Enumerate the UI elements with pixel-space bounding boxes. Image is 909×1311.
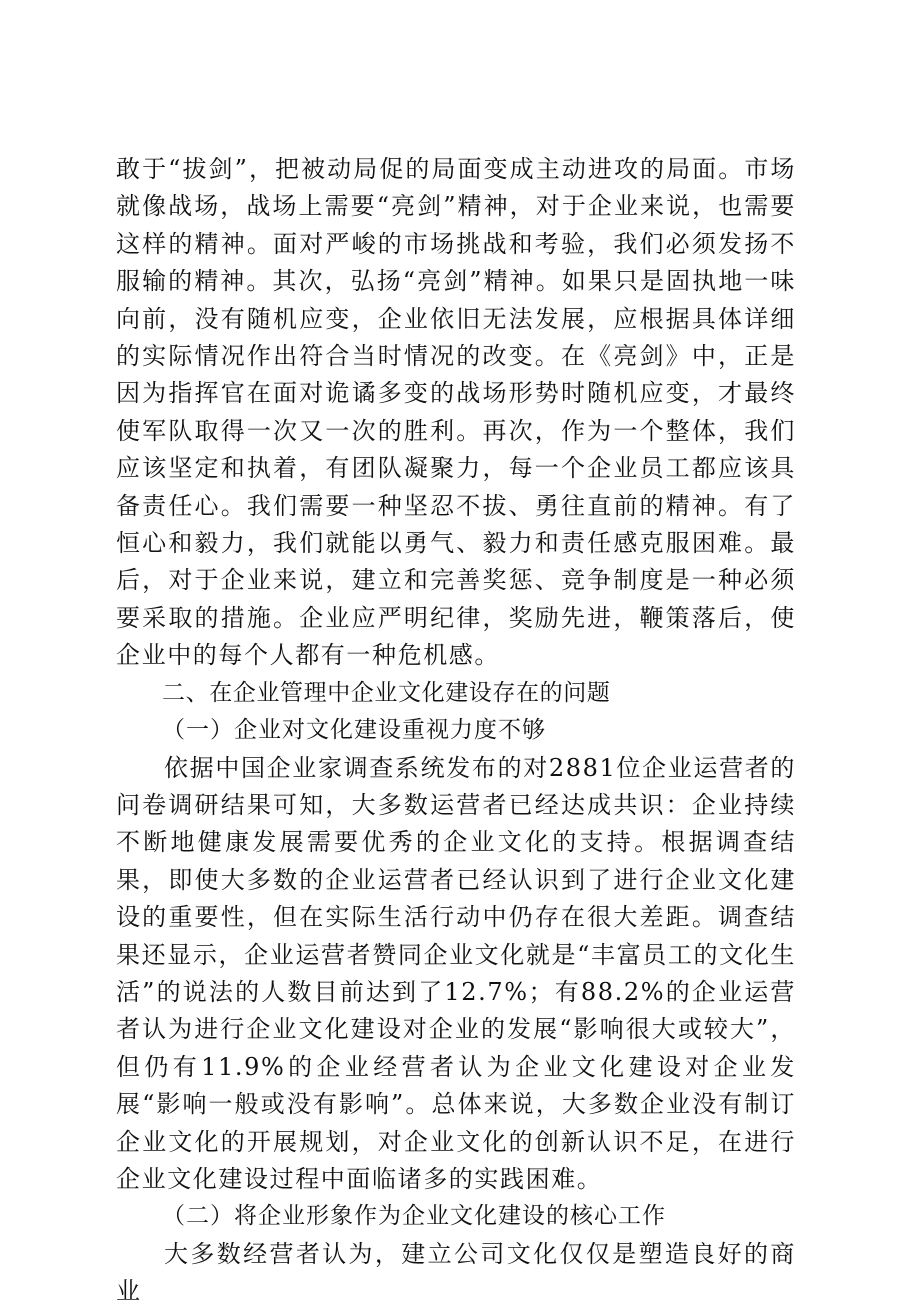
body-paragraph-1: 敢于“拔剑”，把被动局促的局面变成主动进攻的局面。市场就像战场，战场上需要“亮剑”精神，对于企业来说，也需要这样的精神。面对严峻的市场挑战和考验，我们必须发扬不服输的精神。其次，弘扬“亮剑”精神。如果只是固执地一味向前，没有随机应变，企业依旧无法发展，应根据具体详细的实际情况作出符合当时情况的改变。在《亮剑》中，正是因为指挥官在面对诡谲多变的战场形势时随机应变，才最终使军队取得一次又一次的胜利。再次，作为一个整体，我们应该坚定和执着，有团队凝聚力，每一个企业员工都应该具备责任心。我们需要一种坚忍不拔、勇往直前的精神。有了恒心和毅力，我们就能以勇气、毅力和责任感克服困难。最后，对于企业来说，建立和完善奖惩、竞争制度是一种必须要采取的措施。企业应严明纪律，奖励先进，鞭策落后，使企业中的每个人都有一种危机感。 bbox=[116, 155, 796, 670]
document-page bbox=[116, 151, 796, 1311]
body-paragraph-2: 依据中国企业家调查系统发布的对2881位企业运营者的问卷调研结果可知，大多数运营者已经达成共识：企业持续不断地健康发展需要优秀的企业文化的支持。根据调查结果，即使大多数的企业运营者已经认识到了进行企业文化建设的重要性，但在实际生活行动中仍存在很大差距。调查结果还显示，企业运营者赞同企业文化就是“丰富员工的文化生活”的说法的人数目前达到了12.7%；有88.2%的企业运营者认为进行企业文化建设对企业的发展“影响很大或较大”，但仍有11.9%的企业经营者认为企业文化建设对企业发展“影响一般或没有影响”。总体来说，大多数企业没有制订企业文化的开展规划，对企业文化的创新认识不足，在进行企业文化建设过程中面临诸多的实践困难。 bbox=[116, 753, 796, 1193]
body-paragraph-3: 大多数经营者认为，建立公司文化仅仅是塑造良好的商业 bbox=[116, 1239, 796, 1306]
subsection-heading-2: （二）将企业形象作为企业文化建设的核心工作 bbox=[162, 1203, 666, 1230]
subsection-heading-1: （一）企业对文化建设重视力度不够 bbox=[162, 717, 546, 744]
section-heading-2: 二、在企业管理中企业文化建设存在的问题 bbox=[162, 679, 611, 706]
